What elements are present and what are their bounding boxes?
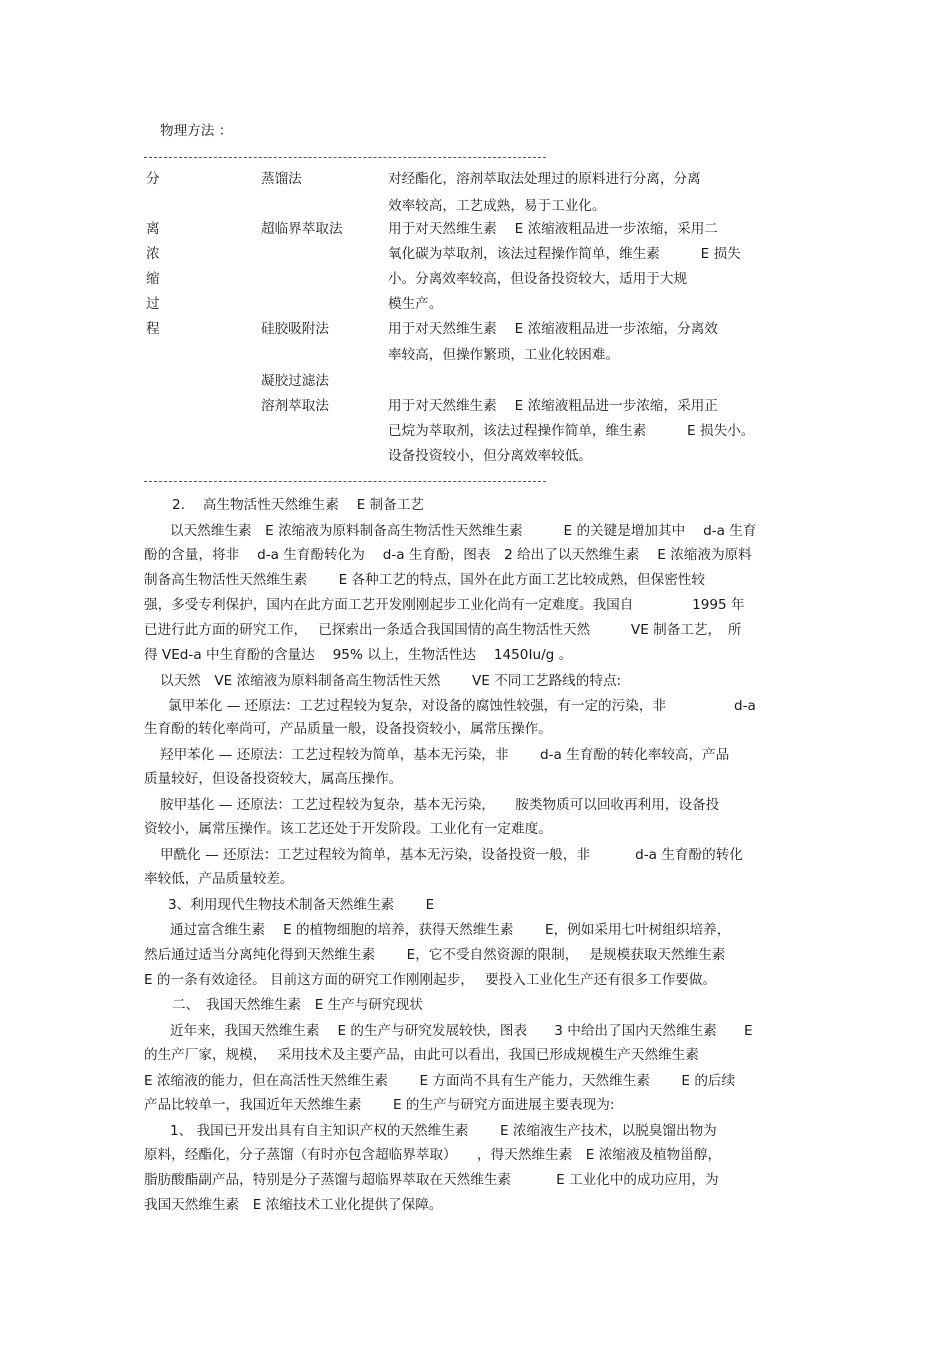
side-char: 浓 xyxy=(146,246,160,262)
body-line: 近年来，我国天然维生素 E 的生产与研究发展较快，图表 3 中给出了国内天然维生素 E xyxy=(170,1023,753,1039)
body-line: 我国天然维生素 E 浓缩技术工业化提供了保障。 xyxy=(144,1197,443,1213)
side-char: 缩 xyxy=(146,271,160,287)
body-line: 以天然 VE 浓缩液为原料制备高生物活性天然 VE 不同工艺路线的特点: xyxy=(160,673,622,689)
method-desc-line: 用于对天然维生素 E 浓缩液粗品进一步浓缩，分离效 xyxy=(388,321,718,337)
side-char: 程 xyxy=(146,321,160,337)
body-line: 以天然维生素 E 浓缩液为原料制备高生物活性天然维生素 E 的关键是增加其中 d-a 生育 xyxy=(170,523,757,539)
method-name: 蒸馏法 xyxy=(261,171,302,187)
body-line: 的生产厂家，规模， 采用技术及主要产品，由此可以看出，我国已形成规模生产天然维生素 xyxy=(144,1047,699,1063)
body-line: 1、 我国已开发出具有自主知识产权的天然维生素 E 浓缩液生产技术，以脱臭馏出物为 xyxy=(170,1123,717,1139)
body-line: 通过富含维生素 E 的植物细胞的培养，获得天然维生素 E，例如采用七叶树组织培养， xyxy=(170,922,731,938)
body-line: 制备高生物活性天然维生素 E 各种工艺的特点，国外在此方面工艺比较成熟，但保密性较 xyxy=(144,572,705,588)
body-line: 脂肪酸酯副产品，特别是分子蒸馏与超临界萃取在天然维生素 E 工业化中的成功应用，为 xyxy=(144,1172,719,1188)
method-desc-line: 用于对天然维生素 E 浓缩液粗品进一步浓缩，采用二 xyxy=(388,221,718,237)
body-line: 胺甲基化 — 还原法：工艺过程较为复杂，基本无污染， 胺类物质可以回收再利用，设备投 xyxy=(160,797,720,813)
method-name: 超临界萃取法 xyxy=(261,221,343,237)
body-line: 生育酚的转化率尚可，产品质量一般，设备投资较小，属常压操作。 xyxy=(144,721,552,737)
body-line: 已进行此方面的研究工作， 已探索出一条适合我国国情的高生物活性天然 VE 制备工艺， 所 xyxy=(144,622,742,638)
side-char: 过 xyxy=(146,296,160,312)
table-bottom-rule xyxy=(144,481,546,482)
body-line: 得 VEd-a 中生育酚的含量达 95% 以上，生物活性达 1450Iu/g 。 xyxy=(144,647,573,663)
method-desc-line: 设备投资较小，但分离效率较低。 xyxy=(388,448,592,464)
method-desc-line: 用于对天然维生素 E 浓缩液粗品进一步浓缩，采用正 xyxy=(388,398,718,414)
body-line: 二、 我国天然维生素 E 生产与研究现状 xyxy=(172,997,423,1013)
method-name: 溶剂萃取法 xyxy=(261,398,329,414)
method-desc-line: 模生产。 xyxy=(388,296,443,312)
method-desc-line: 率较高，但操作繁琐，工业化较困难。 xyxy=(388,347,620,363)
body-line: 率较低，产品质量较差。 xyxy=(144,871,294,887)
method-desc-line: 小。分离效率较高，但设备投资较大，适用于大规 xyxy=(388,271,688,287)
body-line: 然后通过适当分离纯化得到天然维生素 E，它不受自然资源的限制， 是规模获取天然维生素 xyxy=(144,947,726,963)
body-line: 2. 高生物活性天然维生素 E 制备工艺 xyxy=(172,497,425,513)
method-desc-line: 效率较高，工艺成熟，易于工业化。 xyxy=(388,198,606,214)
body-line: 资较小，属常压操作。该工艺还处于开发阶段。工业化有一定难度。 xyxy=(144,821,552,837)
body-line: E 浓缩液的能力，但在高活性天然维生素 E 方面尚不具有生产能力，天然维生素 E 的后续 xyxy=(144,1073,736,1089)
method-desc-line: 已烷为萃取剂，该法过程操作简单，维生素 E 损失小。 xyxy=(388,423,755,439)
body-line: 羟甲苯化 — 还原法：工艺过程较为简单，基本无污染，非 d-a 生育酚的转化率较高，产品 xyxy=(160,747,730,763)
side-char: 分 xyxy=(146,171,160,187)
side-char: 离 xyxy=(146,221,160,237)
body-line: 产品比较单一，我国近年天然维生素 E 的生产与研究方面进展主要表现为: xyxy=(144,1097,615,1113)
body-line: 甲酰化 — 还原法：工艺过程较为简单，基本无污染，设备投资一般，非 d-a 生育酚的转化 xyxy=(160,847,743,863)
table-top-rule xyxy=(144,157,546,158)
body-line: 质量较好，但设备投资较大，属高压操作。 xyxy=(144,771,403,787)
body-line: 氯甲苯化 — 还原法：工艺过程较为复杂，对设备的腐蚀性较强，有一定的污染，非 d-a xyxy=(168,698,756,714)
method-desc-line: 对经酯化，溶剂萃取法处理过的原料进行分离，分离 xyxy=(388,171,701,187)
body-line: E 的一条有效途径。 目前这方面的研究工作刚刚起步， 要投入工业化生产还有很多工作要做。 xyxy=(144,972,717,988)
section-heading: 物理方法 ： xyxy=(160,123,233,139)
body-line: 原料，经酯化，分子蒸馏（有时亦包含超临界萃取） ，得天然维生素 E 浓缩液及植物甾醇， xyxy=(144,1147,722,1163)
body-line: 3、利用现代生物技术制备天然维生素 E xyxy=(168,897,435,913)
method-name: 硅胶吸附法 xyxy=(261,321,329,337)
body-line: 强，多受专利保护，国内在此方面工艺开发刚刚起步工业化尚有一定难度。我国自 1995 年 xyxy=(144,597,745,613)
method-name: 凝胶过滤法 xyxy=(261,373,329,389)
method-desc-line: 氧化碳为萃取剂，该法过程操作简单，维生素 E 损失 xyxy=(388,246,741,262)
body-line: 酚的含量，将非 d-a 生育酚转化为 d-a 生育酚，图表 2 给出了以天然维生素 E 浓缩液为原料 xyxy=(144,547,752,563)
